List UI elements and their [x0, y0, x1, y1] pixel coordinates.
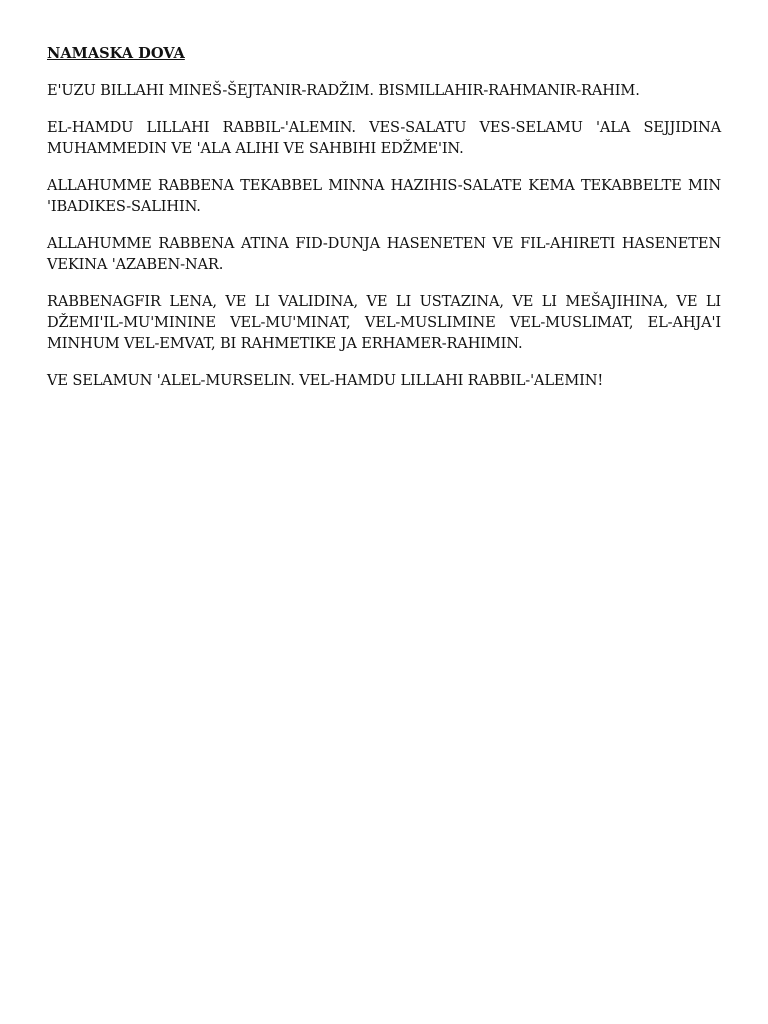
paragraph-euzu: E'UZU BILLAHI MINEŠ-ŠEJTANIR-RADŽIM. BISMILLAHIR-RAHMANIR-RAHIM. [47, 82, 640, 99]
paragraph-ve-selamun: VE SELAMUN 'ALEL-MURSELIN. VEL-HAMDU LILLAHI RABBIL-'ALEMIN! [47, 372, 604, 389]
document-title: NAMASKA DOVA [47, 45, 185, 62]
paragraph-el-hamdu: EL-HAMDU LILLAHI RABBIL-'ALEMIN. VES-SALATU VES-SELAMU 'ALA SEJJIDINA MUHAMMEDIN VE 'ALA ALIHI VE SAHBIHI EDŽME'IN. [47, 119, 721, 157]
paragraph-allahumme-atina: ALLAHUMME RABBENA ATINA FID-DUNJA HASENETEN VE FIL-AHIRETI HASENETEN VEKINA 'AZABEN-NAR. [47, 235, 721, 273]
paragraph-allahumme-tekabbel: ALLAHUMME RABBENA TEKABBEL MINNA HAZIHIS-SALATE KEMA TEKABBELTE MIN 'IBADIKES-SALIHIN. [47, 177, 721, 215]
paragraph-rabbenagfir: RABBENAGFIR LENA, VE LI VALIDINA, VE LI USTAZINA, VE LI MEŠAJIHINA, VE LI DŽEMI'IL-MU'MININE VEL-MU'MINAT, VEL-MUSLIMINE VEL-MUSLIMAT, EL-AHJA'I MINHUM VEL-EMVAT, BI RAHMETIKE JA ERHAMER-RAHIMIN. [47, 293, 721, 352]
document-page [47, 43, 721, 391]
